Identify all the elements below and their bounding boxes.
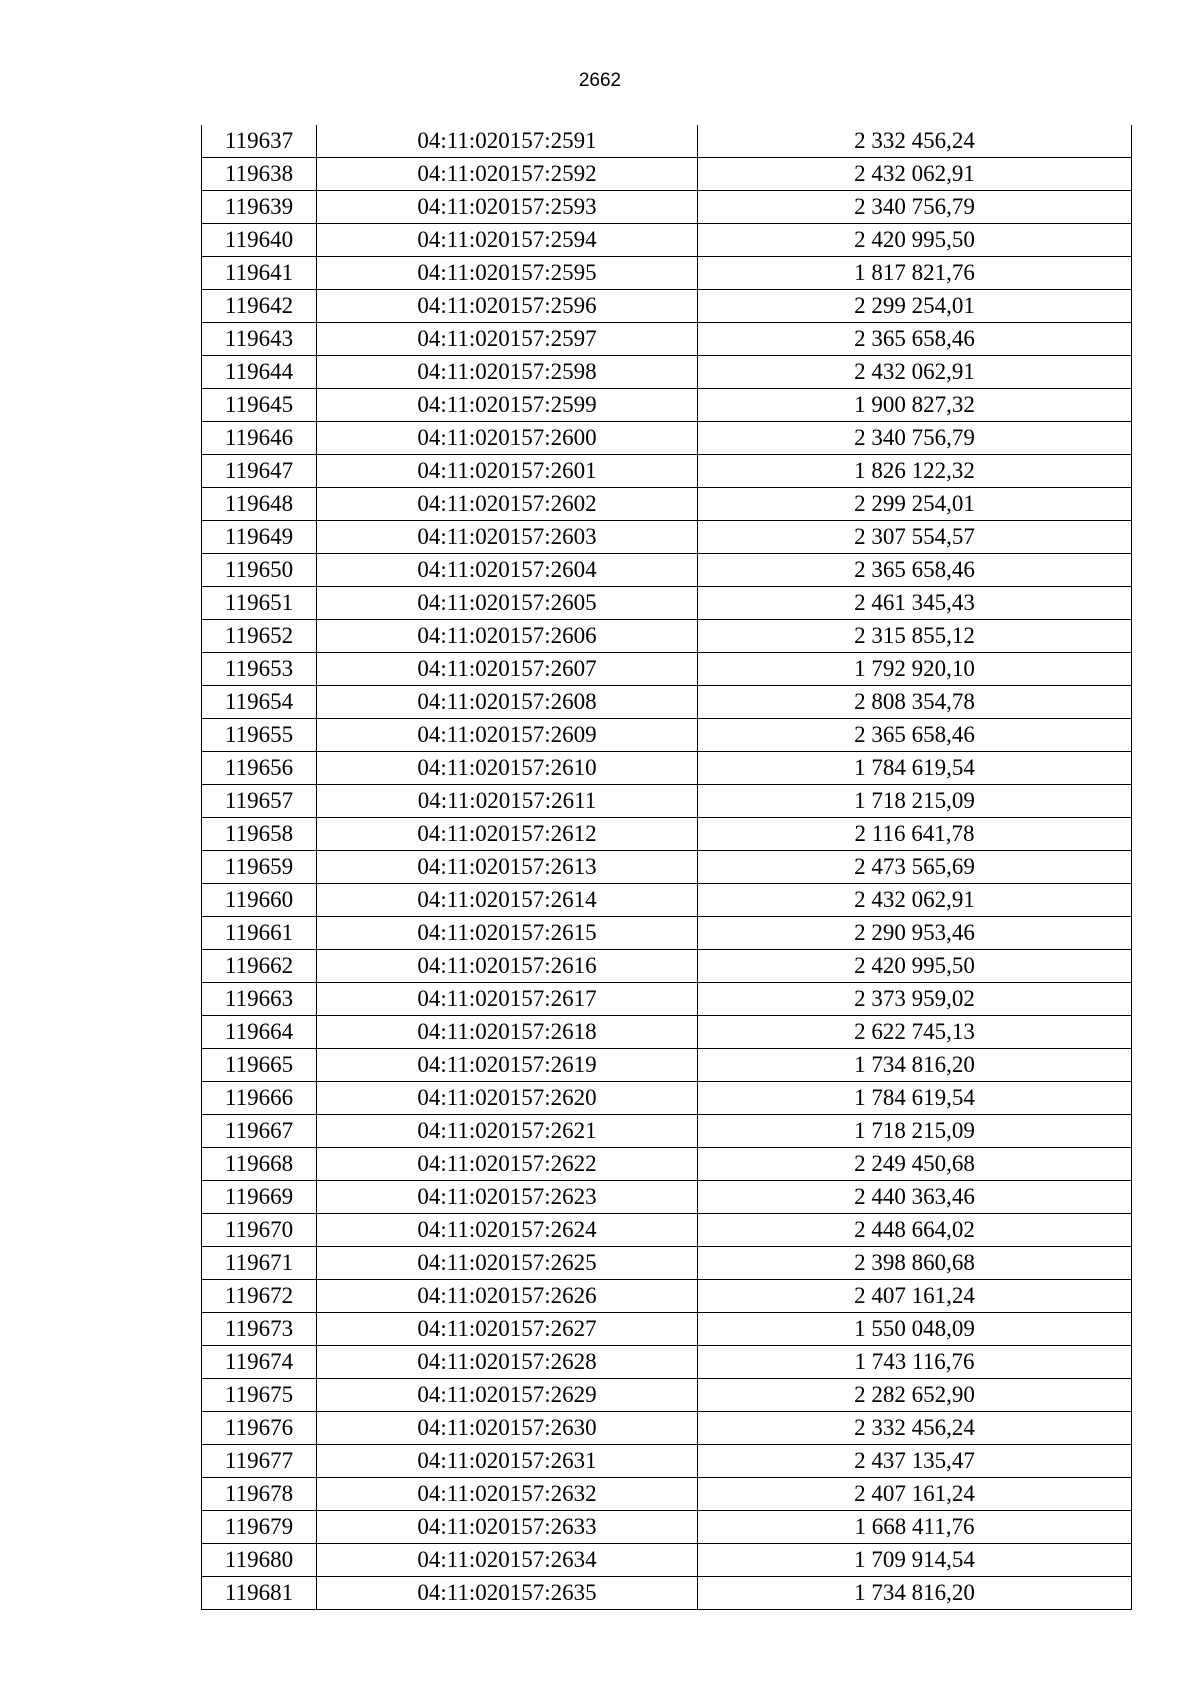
cadastral-value-cell: 2 249 450,68 xyxy=(698,1148,1132,1181)
row-number-cell: 119674 xyxy=(202,1346,317,1379)
cadastral-value-cell: 2 808 354,78 xyxy=(698,686,1132,719)
table-row xyxy=(202,1148,1132,1181)
cadastral-number-cell: 04:11:020157:2608 xyxy=(317,686,698,719)
row-number-cell: 119659 xyxy=(202,851,317,884)
row-number-cell: 119664 xyxy=(202,1016,317,1049)
table-row xyxy=(202,719,1132,752)
table-row xyxy=(202,455,1132,488)
cadastral-number-cell: 04:11:020157:2617 xyxy=(317,983,698,1016)
cadastral-number-cell: 04:11:020157:2627 xyxy=(317,1313,698,1346)
table-row xyxy=(202,1016,1132,1049)
row-number-cell: 119678 xyxy=(202,1478,317,1511)
table-row xyxy=(202,1313,1132,1346)
row-number-cell: 119675 xyxy=(202,1379,317,1412)
row-number-cell: 119677 xyxy=(202,1445,317,1478)
table-row xyxy=(202,323,1132,356)
row-number-cell: 119658 xyxy=(202,818,317,851)
row-number-cell: 119643 xyxy=(202,323,317,356)
cadastral-number-cell: 04:11:020157:2603 xyxy=(317,521,698,554)
table-row xyxy=(202,1577,1132,1610)
cadastral-number-cell: 04:11:020157:2595 xyxy=(317,257,698,290)
row-number-cell: 119646 xyxy=(202,422,317,455)
cadastral-value-cell: 2 282 652,90 xyxy=(698,1379,1132,1412)
cadastral-value-cell: 2 461 345,43 xyxy=(698,587,1132,620)
row-number-cell: 119662 xyxy=(202,950,317,983)
table-row xyxy=(202,1544,1132,1577)
row-number-cell: 119667 xyxy=(202,1115,317,1148)
row-number-cell: 119671 xyxy=(202,1247,317,1280)
row-number-cell: 119669 xyxy=(202,1181,317,1214)
table-row xyxy=(202,620,1132,653)
page-number: 2662 xyxy=(578,70,622,91)
cadastral-number-cell: 04:11:020157:2594 xyxy=(317,224,698,257)
table-row xyxy=(202,851,1132,884)
cadastral-value-cell: 2 407 161,24 xyxy=(698,1280,1132,1313)
cadastral-value-cell: 2 432 062,91 xyxy=(698,158,1132,191)
cadastral-value-cell: 1 826 122,32 xyxy=(698,455,1132,488)
cadastral-number-cell: 04:11:020157:2628 xyxy=(317,1346,698,1379)
cadastral-value-cell: 1 550 048,09 xyxy=(698,1313,1132,1346)
table-row xyxy=(202,686,1132,719)
cadastral-value-cell: 1 743 116,76 xyxy=(698,1346,1132,1379)
cadastral-value-cell: 2 299 254,01 xyxy=(698,290,1132,323)
row-number-cell: 119654 xyxy=(202,686,317,719)
cadastral-value-cell: 2 622 745,13 xyxy=(698,1016,1132,1049)
row-number-cell: 119649 xyxy=(202,521,317,554)
cadastral-number-cell: 04:11:020157:2618 xyxy=(317,1016,698,1049)
cadastral-value-cell: 1 784 619,54 xyxy=(698,752,1132,785)
cadastral-number-cell: 04:11:020157:2592 xyxy=(317,158,698,191)
row-number-cell: 119679 xyxy=(202,1511,317,1544)
row-number-cell: 119663 xyxy=(202,983,317,1016)
table-row xyxy=(202,1280,1132,1313)
cadastral-number-cell: 04:11:020157:2621 xyxy=(317,1115,698,1148)
table-row xyxy=(202,1049,1132,1082)
cadastral-number-cell: 04:11:020157:2626 xyxy=(317,1280,698,1313)
table-row xyxy=(202,257,1132,290)
table-row xyxy=(202,1115,1132,1148)
cadastral-value-cell: 1 734 816,20 xyxy=(698,1577,1132,1610)
cadastral-value-cell: 1 792 920,10 xyxy=(698,653,1132,686)
row-number-cell: 119648 xyxy=(202,488,317,521)
cadastral-number-cell: 04:11:020157:2601 xyxy=(317,455,698,488)
cadastral-number-cell: 04:11:020157:2625 xyxy=(317,1247,698,1280)
row-number-cell: 119637 xyxy=(202,125,317,158)
table-row xyxy=(202,521,1132,554)
cadastral-value-cell: 2 365 658,46 xyxy=(698,323,1132,356)
row-number-cell: 119638 xyxy=(202,158,317,191)
table-row xyxy=(202,1511,1132,1544)
row-number-cell: 119642 xyxy=(202,290,317,323)
cadastral-value-cell: 2 420 995,50 xyxy=(698,224,1132,257)
row-number-cell: 119668 xyxy=(202,1148,317,1181)
row-number-cell: 119655 xyxy=(202,719,317,752)
cadastral-number-cell: 04:11:020157:2613 xyxy=(317,851,698,884)
cadastral-number-cell: 04:11:020157:2623 xyxy=(317,1181,698,1214)
table-row xyxy=(202,1181,1132,1214)
table-row xyxy=(202,587,1132,620)
row-number-cell: 119653 xyxy=(202,653,317,686)
cadastral-value-cell: 2 437 135,47 xyxy=(698,1445,1132,1478)
cadastral-number-cell: 04:11:020157:2597 xyxy=(317,323,698,356)
row-number-cell: 119647 xyxy=(202,455,317,488)
table-row xyxy=(202,356,1132,389)
cadastral-number-cell: 04:11:020157:2619 xyxy=(317,1049,698,1082)
cadastral-value-cell: 2 398 860,68 xyxy=(698,1247,1132,1280)
row-number-cell: 119660 xyxy=(202,884,317,917)
cadastral-value-cell: 1 668 411,76 xyxy=(698,1511,1132,1544)
cadastral-number-cell: 04:11:020157:2602 xyxy=(317,488,698,521)
table-row xyxy=(202,224,1132,257)
cadastral-number-cell: 04:11:020157:2596 xyxy=(317,290,698,323)
row-number-cell: 119680 xyxy=(202,1544,317,1577)
cadastral-value-cell: 2 365 658,46 xyxy=(698,719,1132,752)
table-row xyxy=(202,1478,1132,1511)
table-row xyxy=(202,983,1132,1016)
cadastral-number-cell: 04:11:020157:2591 xyxy=(317,125,698,158)
table-row xyxy=(202,422,1132,455)
cadastral-value-cell: 2 420 995,50 xyxy=(698,950,1132,983)
row-number-cell: 119661 xyxy=(202,917,317,950)
cadastral-value-cell: 2 307 554,57 xyxy=(698,521,1132,554)
cadastral-number-cell: 04:11:020157:2631 xyxy=(317,1445,698,1478)
cadastral-value-cell: 2 440 363,46 xyxy=(698,1181,1132,1214)
row-number-cell: 119672 xyxy=(202,1280,317,1313)
cadastral-number-cell: 04:11:020157:2635 xyxy=(317,1577,698,1610)
row-number-cell: 119639 xyxy=(202,191,317,224)
row-number-cell: 119640 xyxy=(202,224,317,257)
cadastral-number-cell: 04:11:020157:2611 xyxy=(317,785,698,818)
cadastral-value-cell: 1 709 914,54 xyxy=(698,1544,1132,1577)
cadastral-value-cell: 1 817 821,76 xyxy=(698,257,1132,290)
row-number-cell: 119665 xyxy=(202,1049,317,1082)
cadastral-value-cell: 2 448 664,02 xyxy=(698,1214,1132,1247)
row-number-cell: 119650 xyxy=(202,554,317,587)
cadastral-number-cell: 04:11:020157:2624 xyxy=(317,1214,698,1247)
row-number-cell: 119652 xyxy=(202,620,317,653)
table-row xyxy=(202,785,1132,818)
cadastral-value-cell: 2 340 756,79 xyxy=(698,191,1132,224)
cadastral-number-cell: 04:11:020157:2606 xyxy=(317,620,698,653)
table-row xyxy=(202,884,1132,917)
cadastral-number-cell: 04:11:020157:2609 xyxy=(317,719,698,752)
cadastral-number-cell: 04:11:020157:2620 xyxy=(317,1082,698,1115)
table-row xyxy=(202,389,1132,422)
cadastral-number-cell: 04:11:020157:2612 xyxy=(317,818,698,851)
row-number-cell: 119681 xyxy=(202,1577,317,1610)
cadastral-value-cell: 1 900 827,32 xyxy=(698,389,1132,422)
cadastral-value-cell: 1 718 215,09 xyxy=(698,1115,1132,1148)
table-row xyxy=(202,917,1132,950)
cadastral-value-cell: 2 432 062,91 xyxy=(698,884,1132,917)
cadastral-value-cell: 1 784 619,54 xyxy=(698,1082,1132,1115)
cadastral-value-cell: 2 365 658,46 xyxy=(698,554,1132,587)
cadastral-number-cell: 04:11:020157:2633 xyxy=(317,1511,698,1544)
table-row xyxy=(202,752,1132,785)
cadastral-number-cell: 04:11:020157:2600 xyxy=(317,422,698,455)
cadastral-value-cell: 2 407 161,24 xyxy=(698,1478,1132,1511)
table-row xyxy=(202,125,1132,158)
table-row xyxy=(202,818,1132,851)
table-row xyxy=(202,1445,1132,1478)
table-body xyxy=(202,125,1132,1610)
cadastral-number-cell: 04:11:020157:2616 xyxy=(317,950,698,983)
cadastral-value-cell: 2 473 565,69 xyxy=(698,851,1132,884)
row-number-cell: 119666 xyxy=(202,1082,317,1115)
table-row xyxy=(202,950,1132,983)
table-row xyxy=(202,554,1132,587)
row-number-cell: 119656 xyxy=(202,752,317,785)
table-row xyxy=(202,158,1132,191)
row-number-cell: 119676 xyxy=(202,1412,317,1445)
cadastral-value-cell: 2 340 756,79 xyxy=(698,422,1132,455)
row-number-cell: 119641 xyxy=(202,257,317,290)
table-row xyxy=(202,488,1132,521)
cadastral-number-cell: 04:11:020157:2605 xyxy=(317,587,698,620)
table-row xyxy=(202,290,1132,323)
cadastral-number-cell: 04:11:020157:2610 xyxy=(317,752,698,785)
row-number-cell: 119657 xyxy=(202,785,317,818)
cadastral-number-cell: 04:11:020157:2629 xyxy=(317,1379,698,1412)
cadastral-number-cell: 04:11:020157:2632 xyxy=(317,1478,698,1511)
cadastral-number-cell: 04:11:020157:2614 xyxy=(317,884,698,917)
row-number-cell: 119651 xyxy=(202,587,317,620)
cadastral-number-cell: 04:11:020157:2593 xyxy=(317,191,698,224)
cadastral-value-cell: 2 332 456,24 xyxy=(698,125,1132,158)
row-number-cell: 119670 xyxy=(202,1214,317,1247)
cadastral-value-cell: 1 734 816,20 xyxy=(698,1049,1132,1082)
cadastral-value-cell: 2 315 855,12 xyxy=(698,620,1132,653)
cadastral-value-cell: 2 290 953,46 xyxy=(698,917,1132,950)
table-row xyxy=(202,191,1132,224)
cadastral-number-cell: 04:11:020157:2622 xyxy=(317,1148,698,1181)
cadastral-value-cell: 2 116 641,78 xyxy=(698,818,1132,851)
cadastral-value-cell: 1 718 215,09 xyxy=(698,785,1132,818)
table-row xyxy=(202,653,1132,686)
table-row xyxy=(202,1379,1132,1412)
cadastral-number-cell: 04:11:020157:2630 xyxy=(317,1412,698,1445)
cadastral-number-cell: 04:11:020157:2604 xyxy=(317,554,698,587)
row-number-cell: 119673 xyxy=(202,1313,317,1346)
cadastral-value-cell: 2 332 456,24 xyxy=(698,1412,1132,1445)
row-number-cell: 119645 xyxy=(202,389,317,422)
table-row xyxy=(202,1346,1132,1379)
table-row xyxy=(202,1214,1132,1247)
cadastral-number-cell: 04:11:020157:2607 xyxy=(317,653,698,686)
cadastral-number-cell: 04:11:020157:2598 xyxy=(317,356,698,389)
cadastral-value-table xyxy=(201,125,1132,1610)
cadastral-number-cell: 04:11:020157:2615 xyxy=(317,917,698,950)
cadastral-value-cell: 2 432 062,91 xyxy=(698,356,1132,389)
cadastral-number-cell: 04:11:020157:2634 xyxy=(317,1544,698,1577)
cadastral-number-cell: 04:11:020157:2599 xyxy=(317,389,698,422)
table-row xyxy=(202,1082,1132,1115)
table-row xyxy=(202,1412,1132,1445)
table-row xyxy=(202,1247,1132,1280)
row-number-cell: 119644 xyxy=(202,356,317,389)
cadastral-value-cell: 2 373 959,02 xyxy=(698,983,1132,1016)
cadastral-value-cell: 2 299 254,01 xyxy=(698,488,1132,521)
